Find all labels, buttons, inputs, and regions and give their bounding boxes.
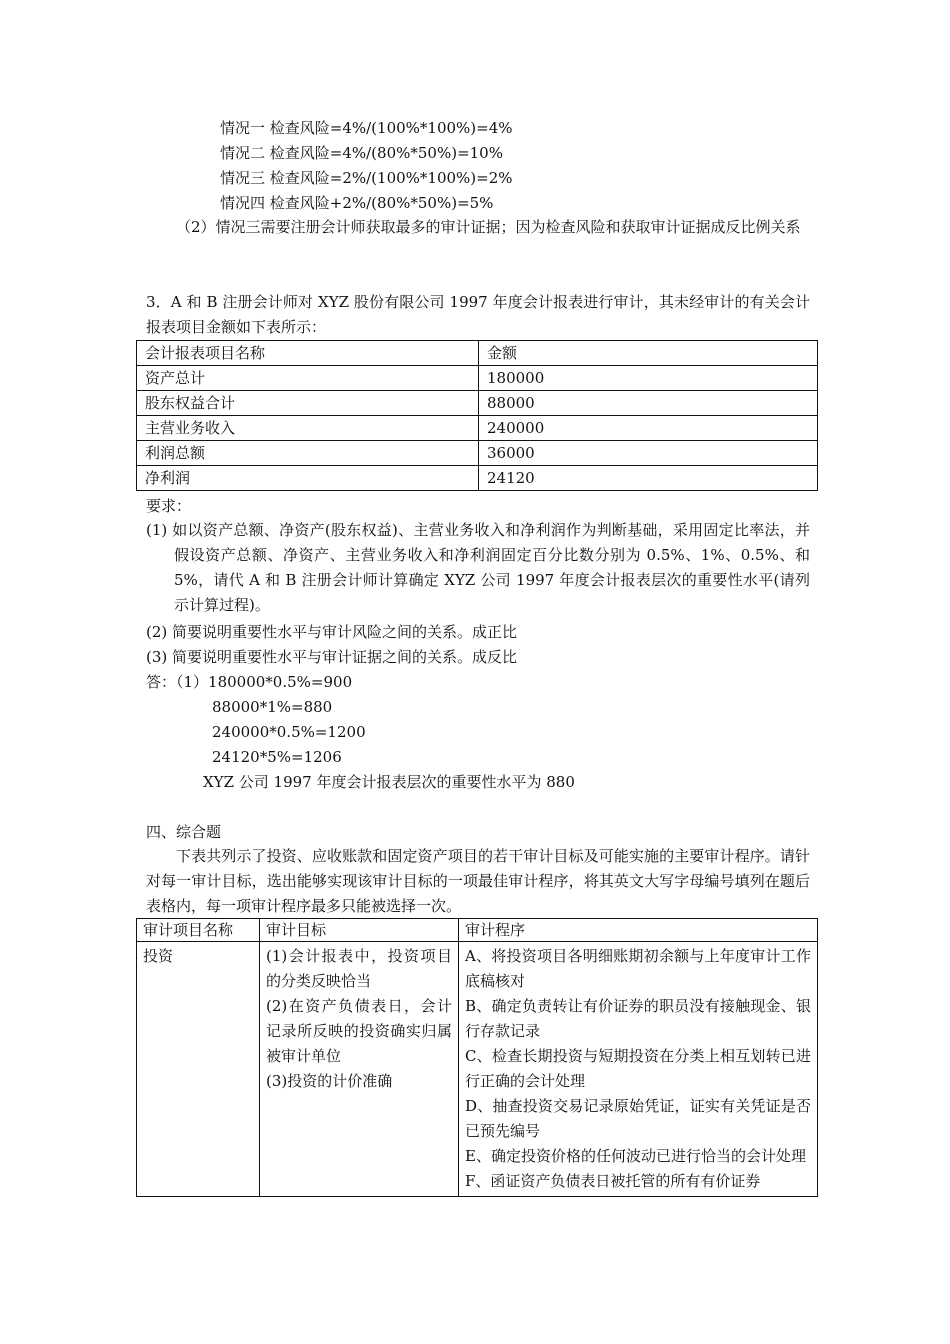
requirements-label: 要求： [146,497,192,515]
procedure-b: B、确定负责转让有价证券的职员没有接触现金、银行存款记录 [465,997,811,1040]
objective-3: (3)投资的计价准确 [266,1072,393,1090]
header-cell-item: 审计项目名称 [137,919,260,942]
table-row [137,942,818,1197]
table-header-row [137,919,818,942]
answer-2-paragraph: （2）情况三需要注册会计师获取最多的审计证据；因为检查风险和获取审计证据成反比例关系 [176,218,801,236]
amount-table [136,340,818,491]
procedures-cell [459,942,818,1197]
table-row [137,466,818,491]
q3-intro: 3．A 和 B 注册会计师对 XYZ 股份有限公司 1997 年度会计报表进行审计，其未经审计的有关会计报表项目金额如下表所示： [146,293,810,336]
amount-cell: 36000 [479,441,818,466]
case-line-4: 情况四 检查风险+2%/(80%*50%)=5% [220,194,494,212]
objective-2: (2)在资产负债表日，会计记录所反映的投资确实归属被审计单位 [266,997,452,1065]
section-4-intro: 下表共列示了投资、应收账款和固定资产项目的若干审计目标及可能实施的主要审计程序。请针对每一审计目标，选出能够实现该审计目标的一项最佳审计程序，将其英文大写字母编号填列在题后表格内，每一项审计程序最多只能被选择一次。 [146,847,810,915]
header-cell-amount: 金额 [479,341,818,366]
case-line-2: 情况二 检查风险=4%/(80%*50%)=10% [220,144,503,162]
objectives-cell [260,942,459,1197]
procedure-d: D、抽查投资交易记录原始凭证，证实有关凭证是否已预先编号 [465,1097,811,1140]
case-line-3: 情况三 检查风险=2%/(100%*100%)=2% [220,169,513,187]
item-cell: 主营业务收入 [137,416,479,441]
table-row [137,441,818,466]
requirement-3: (3) 简要说明重要性水平与审计证据之间的关系。成反比 [146,648,518,666]
requirement-1: (1) 如以资产总额、净资产(股东权益)、主营业务收入和净利润作为判断基础，采用固定比率法，并假设资产总额、净资产、主营业务收入和净利润固定百分比数分别为 0.5%、1%、0.5%、和 5%，请代 A 和 B 注册会计师计算确定 XYZ 公司 1997 年度会计报表层次的重要性水平(请列示计算过程)。 [146,521,810,614]
procedure-a: A、将投资项目各明细账期初余额与上年度审计工作底稿核对 [465,947,811,990]
amount-cell: 180000 [479,366,818,391]
answer-line-1: 88000*1%=880 [212,698,333,716]
audit-procedures-table [136,918,818,1197]
header-cell-objective: 审计目标 [260,919,459,942]
answer-conclusion: XYZ 公司 1997 年度会计报表层次的重要性水平为 880 [203,773,575,791]
table-header-row [137,341,818,366]
requirement-2: (2) 简要说明重要性水平与审计风险之间的关系。成正比 [146,623,518,641]
amount-cell: 24120 [479,466,818,491]
answer-line-2: 240000*0.5%=1200 [212,723,366,741]
header-cell-item: 会计报表项目名称 [137,341,479,366]
item-cell: 股东权益合计 [137,391,479,416]
item-cell: 净利润 [137,466,479,491]
procedure-f: F、函证资产负债表日被托管的所有有价证券 [465,1172,761,1190]
audit-item-cell: 投资 [137,942,260,1197]
answer-line-3: 24120*5%=1206 [212,748,342,766]
amount-cell: 240000 [479,416,818,441]
section-4-title: 四、综合题 [146,823,222,841]
procedure-e: E、确定投资价格的任何波动已进行恰当的会计处理 [465,1147,806,1165]
item-cell: 资产总计 [137,366,479,391]
table-row [137,391,818,416]
answer-label: 答：（1）180000*0.5%=900 [146,673,353,691]
header-cell-procedure: 审计程序 [459,919,818,942]
table-row [137,416,818,441]
amount-cell: 88000 [479,391,818,416]
objective-1: (1)会计报表中，投资项目的分类反映恰当 [266,947,452,990]
procedure-c: C、检查长期投资与短期投资在分类上相互划转已进行正确的会计处理 [465,1047,811,1090]
item-cell: 利润总额 [137,441,479,466]
table-row [137,366,818,391]
case-line-1: 情况一 检查风险=4%/(100%*100%)=4% [220,119,513,137]
